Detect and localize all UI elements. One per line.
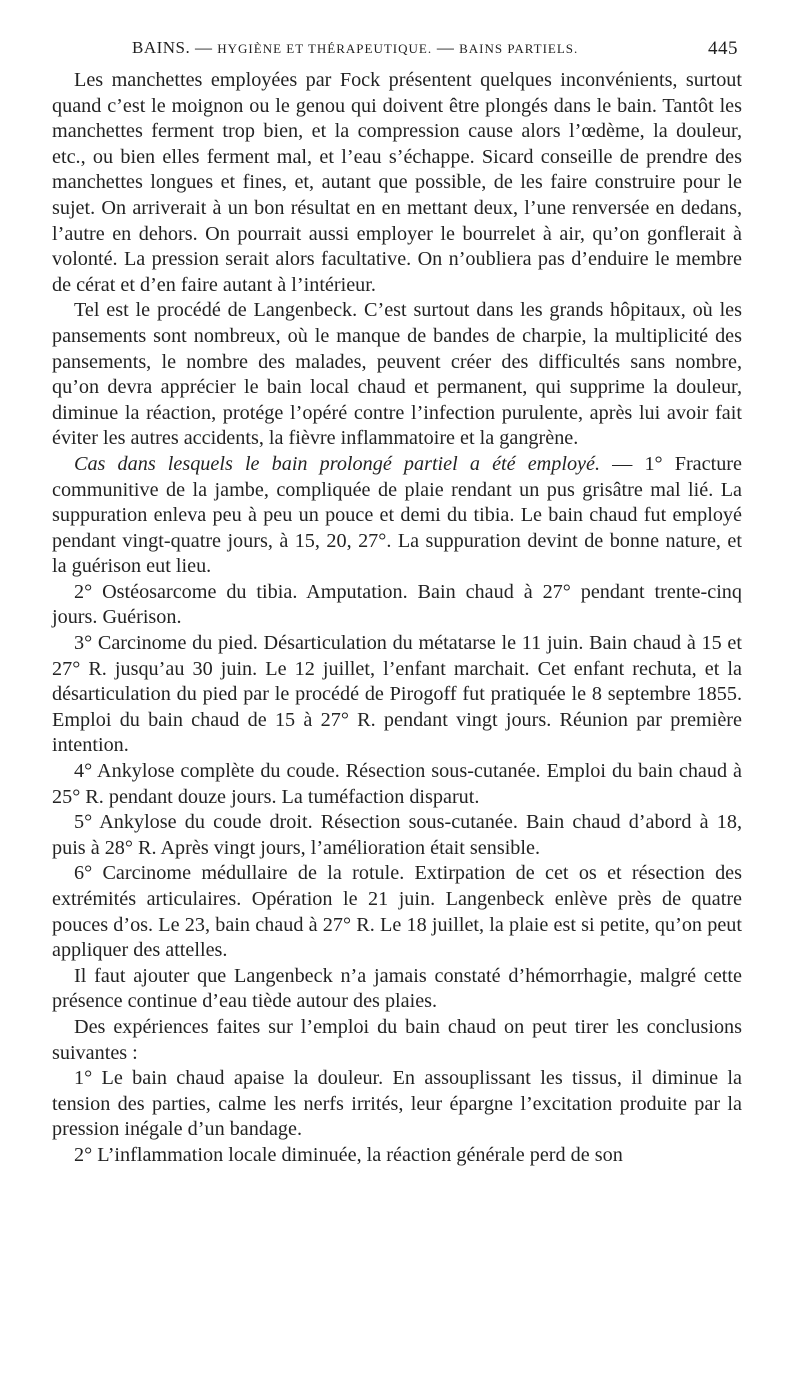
running-title-right: BAINS PARTIELS. [459, 41, 579, 56]
cases-intro-first-case: — 1° Fracture communitive de la jambe, compliquée de plaie rendant un pus grisâtre mal lié. La suppuration enleva peu à peu un pouce et demi du tibia. Le bain chaud fut employé pendant vingt-quatre jours, à 15, 20, 27°. La suppuration devint de bonne nature, et la guérison eut lieu. [52, 452, 742, 578]
cases-intro-heading: Cas dans lesquels le bain prolongé partiel a été employé. [74, 452, 601, 475]
paragraph-manchettes: Les manchettes employées par Fock présentent quelques inconvénients, surtout quand c’est le moignon ou le genou qui doivent être plongés dans le bain. Tantôt les manchettes ferment trop bien, et la compression cause alors l’œdème, la douleur, etc., ou bien elles ferment mal, et l’eau s’échappe. Sicard conseille de prendre des manchettes longues et fines, et, autant que possible, de les faire construire pour le sujet. On arriverait à un bon résultat en en mettant deux, l’une renversée en dedans, l’autre en dehors. On pourrait aussi employer le bourrelet à air, qu’on gonflerait à volonté. La pression serait alors facultative. On n’oubliera pas d’enduire le membre de cérat et d’en faire autant à l’intérieur. [52, 69, 742, 296]
book-page [52, 34, 742, 1354]
running-title [132, 38, 578, 58]
paragraph-conclusions-intro: Des expériences faites sur l’emploi du bain chaud on peut tirer les conclusions suivantes : [52, 1015, 742, 1064]
paragraph-hemorrhage: Il faut ajouter que Langenbeck n’a jamais constaté d’hémorrhagie, malgré cette présence continue d’eau tiède autour des plaies. [52, 964, 742, 1013]
paragraph-cases-intro [52, 452, 742, 580]
paragraph-conclusion-2: 2° L’inflammation locale diminuée, la réaction générale perd de son [74, 1143, 623, 1166]
page-number: 445 [708, 38, 738, 59]
running-title-dash-2: — [432, 38, 460, 57]
paragraph-case-2: 2° Ostéosarcome du tibia. Amputation. Bain chaud à 27° pendant trente-cinq jours. Guérison. [52, 580, 742, 629]
paragraph-langenbeck: Tel est le procédé de Langenbeck. C’est surtout dans les grands hôpitaux, où les pansements sont nombreux, où le manque de bandes de charpie, la multiplicité des pansements, le nombre des malades, peuvent créer des difficultés sans nombre, qu’on devra apprécier le bain local chaud et permanent, qui supprime la douleur, diminue la réaction, protége l’opéré contre l’infection purulente, après lui avoir fait éviter les autres accidents, la fièvre inflammatoire et la gangrène. [52, 299, 742, 450]
running-title-section: BAINS. [132, 38, 191, 57]
page-body [52, 68, 742, 1169]
running-head [52, 34, 742, 68]
running-title-dash-1: — [190, 38, 218, 57]
paragraph-case-4: 4° Ankylose complète du coude. Résection sous-cutanée. Emploi du bain chaud à 25° R. pendant douze jours. La tuméfaction disparut. [52, 760, 742, 808]
paragraph-case-5: 5° Ankylose du coude droit. Résection sous-cutanée. Bain chaud d’abord à 18, puis à 28° R. Après vingt jours, l’amélioration était sensible. [52, 811, 742, 859]
running-title-middle: HYGIÈNE ET THÉRAPEUTIQUE. [217, 41, 433, 56]
paragraph-conclusion-1: 1° Le bain chaud apaise la douleur. En assouplissant les tissus, il diminue la tension des parties, calme les nerfs irrités, leur épargne l’excitation produite par la pression inégale d’un bandage. [52, 1067, 742, 1141]
paragraph-case-6: 6° Carcinome médullaire de la rotule. Extirpation de cet os et résection des extrémités articulaires. Opération le 21 juin. Langenbeck enlève près de quatre pouces d’os. Le 23, bain chaud à 27° R. Le 18 juillet, la plaie est si petite, qu’on peut appliquer des attelles. [52, 862, 742, 962]
paragraph-case-3: 3° Carcinome du pied. Désarticulation du métatarse le 11 juin. Bain chaud à 15 et 27° R. jusqu’au 30 juin. Le 12 juillet, l’enfant marchait. Cet enfant rechuta, et la désarticulation du pied par le procédé de Pirogoff fut pratiquée le 8 septembre 1855. Emploi du bain chaud de 15 à 27° R. pendant vingt jours. Réunion par première intention. [52, 632, 742, 757]
